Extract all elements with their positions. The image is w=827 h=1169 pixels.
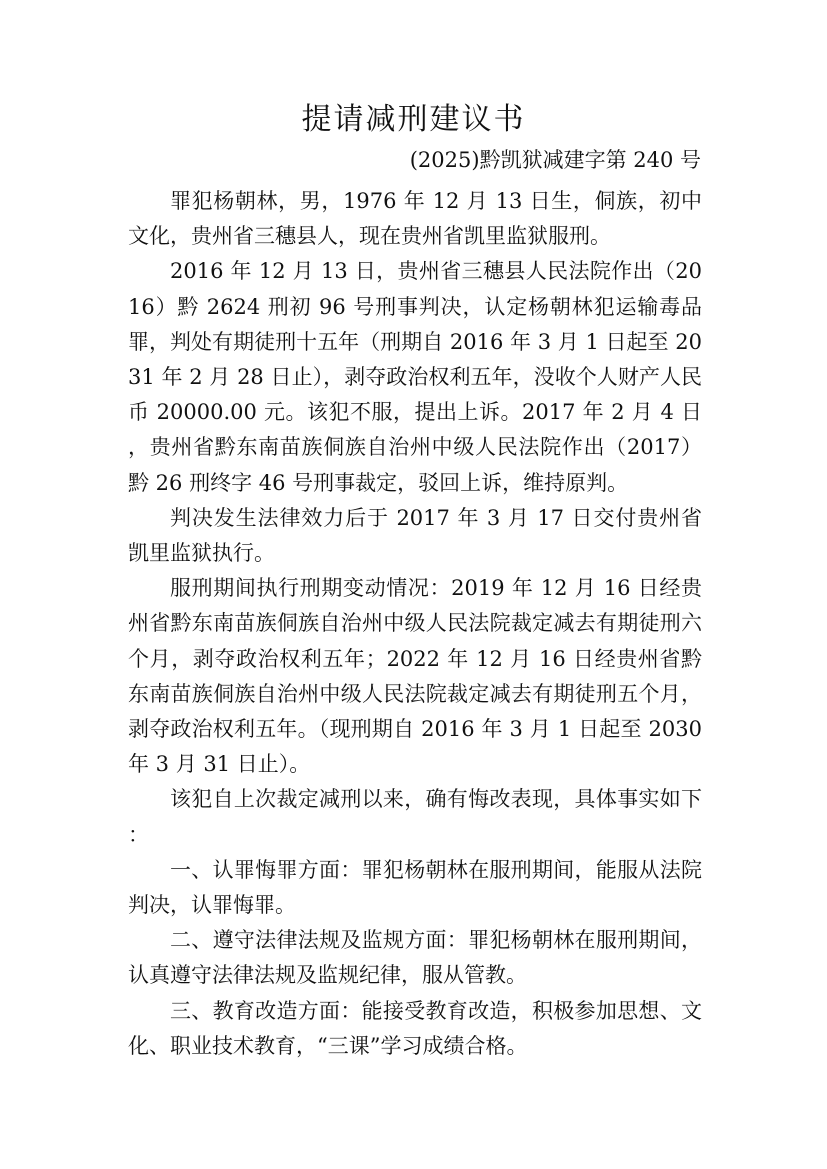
paragraph-execution: 判决发生法律效力后于 2017 年 3 月 17 日交付贵州省凯里监狱执行。 bbox=[128, 505, 702, 566]
paragraph-original-judgment: 2016 年 12 月 13 日，贵州省三穗县人民法院作出（2016）黔 2624 刑初 96 号刑事判决，认定杨朝林犯运输毒品罪，判处有期徒刑十五年（刑期自 2016 年 3 月 1 日起至 2031 年 2 月 28 日止），剥夺政治权利五年，没收个人财产人民币 20000.00 元。该犯不服，提出上诉。2017 年 2 月 4 日，贵州省黔东南苗族侗族自治州中级人民法院作出（2017）黔 26 刑终字 46 号刑事裁定，驳回上诉，维持原判。 bbox=[128, 259, 702, 495]
paragraph-plea-repentance: 一、认罪悔罪方面：罪犯杨朝林在服刑期间，能服从法院判决，认罪悔罪。 bbox=[128, 857, 702, 918]
document-title: 提请减刑建议书 bbox=[301, 102, 526, 137]
paragraph-education-reform: 三、教育改造方面：能接受教育改造，积极参加思想、文化、职业技术教育，“三课”学习成绩合格。 bbox=[128, 998, 702, 1058]
paragraph-rule-compliance: 二、遵守法律法规及监规方面：罪犯杨朝林在服刑期间，认真遵守法律法规及监规纪律，服从管教。 bbox=[128, 928, 702, 988]
document-number: (2025)黔凯狱减建字第 240 号 bbox=[409, 148, 701, 172]
paragraph-criminal-info: 罪犯杨朝林，男，1976 年 12 月 13 日生，侗族，初中文化，贵州省三穗县人，现在贵州省凯里监狱服刑。 bbox=[128, 189, 702, 249]
paragraph-sentence-changes: 服刑期间执行刑期变动情况：2019 年 12 月 16 日经贵州省黔东南苗族侗族自治州中级人民法院裁定减去有期徒刑六个月，剥夺政治权利五年；2022 年 12 月 16 日经贵州省黔东南苗族侗族自治州中级人民法院裁定减去有期徒刑五个月，剥夺政治权利五年。（现刑期自 2016 年 3 月 1 日起至 2030 年 3 月 31 日止）。 bbox=[128, 576, 702, 777]
paragraph-repentance-intro: 该犯自上次裁定减刑以来，确有悔改表现，具体事实如下： bbox=[128, 787, 702, 847]
document-body bbox=[128, 184, 702, 1064]
